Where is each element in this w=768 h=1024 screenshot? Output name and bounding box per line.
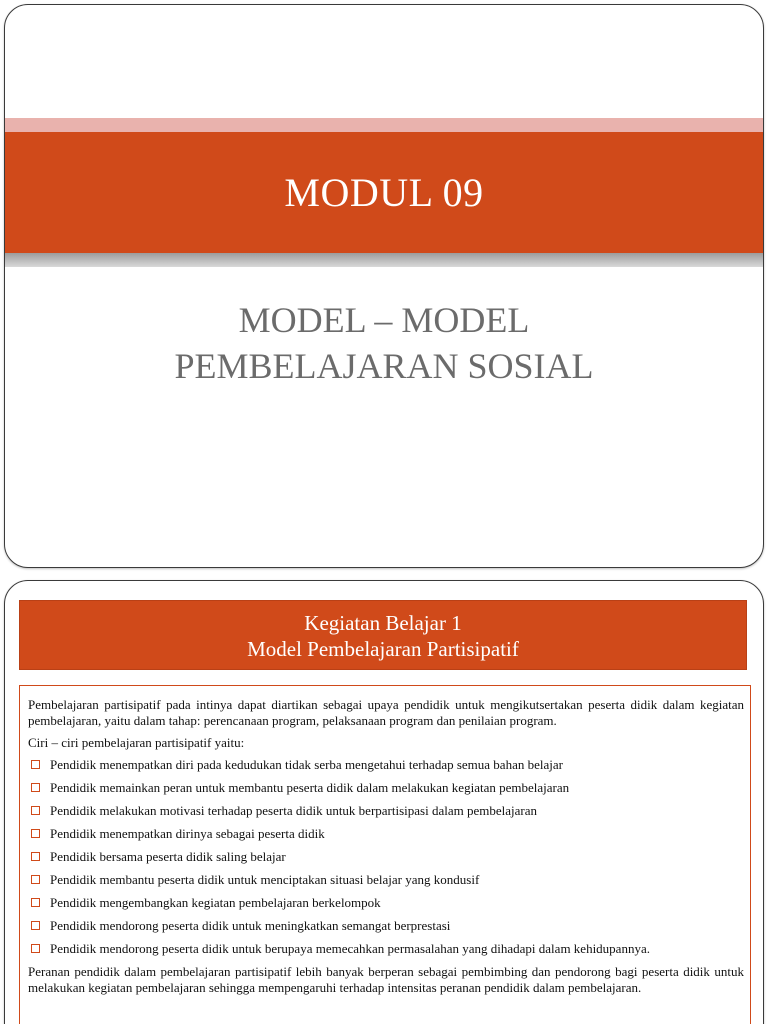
header-line-1: Kegiatan Belajar 1 — [304, 611, 462, 635]
square-bullet-icon — [31, 852, 40, 861]
square-bullet-icon — [31, 806, 40, 815]
section-header — [19, 600, 747, 670]
square-bullet-icon — [31, 875, 40, 884]
square-bullet-icon — [31, 760, 40, 769]
header-line-2: Model Pembelajaran Partisipatif — [247, 637, 519, 661]
list-item-text: Pendidik mengembangkan kegiatan pembelajaran berkelompok — [50, 895, 381, 910]
list-item — [28, 872, 744, 888]
square-bullet-icon — [31, 921, 40, 930]
subtitle-line-1: MODEL – MODEL — [238, 300, 530, 340]
list-item — [28, 757, 744, 773]
list-item-text: Pendidik melakukan motivasi terhadap peserta didik untuk berpartisipasi dalam pembelajaran — [50, 803, 537, 818]
pink-band — [5, 118, 763, 132]
slide-content — [4, 580, 764, 1024]
list-heading: Ciri – ciri pembelajaran partisipatif yaitu: — [28, 735, 245, 750]
list-item — [28, 895, 744, 911]
list-item — [28, 849, 744, 865]
square-bullet-icon — [31, 944, 40, 953]
list-item — [28, 826, 744, 842]
list-item — [28, 803, 744, 819]
slide-title — [4, 4, 764, 568]
list-item-text: Pendidik menempatkan dirinya sebagai peserta didik — [50, 826, 325, 841]
subtitle-line-2: PEMBELAJARAN SOSIAL — [174, 346, 594, 386]
closing-paragraph: Peranan pendidik dalam pembelajaran partisipatif lebih banyak berperan sebagai pembimbing dan pendorong bagi peserta didik untuk melakukan kegiatan pembelajaran sehingga mempengaruhi terhadap intensitas peranan pendidik dalam pembelajaran. — [28, 964, 744, 995]
list-item — [28, 780, 744, 796]
intro-paragraph: Pembelajaran partisipatif pada intinya dapat diartikan sebagai upaya pendidik untuk mengikutsertakan peserta didik dalam kegiatan pembelajaran, yaitu dalam tahap: perencanaan program, pelaksanaan program dan penilaian program. — [28, 697, 744, 728]
square-bullet-icon — [31, 829, 40, 838]
shadow-band — [5, 253, 763, 267]
list-item-text: Pendidik membantu peserta didik untuk menciptakan situasi belajar yang kondusif — [50, 872, 480, 887]
list-item — [28, 918, 744, 934]
content-box — [19, 685, 751, 1024]
list-item-text: Pendidik menempatkan diri pada kedudukan tidak serba mengetahui terhadap semua bahan belajar — [50, 757, 563, 772]
characteristics-list — [28, 757, 744, 957]
list-item-text: Pendidik mendorong peserta didik untuk meningkatkan semangat berprestasi — [50, 918, 451, 933]
square-bullet-icon — [31, 898, 40, 907]
list-item-text: Pendidik mendorong peserta didik untuk berupaya memecahkan permasalahan yang dihadapi dalam kehidupannya. — [50, 941, 650, 956]
module-subtitle — [5, 297, 763, 389]
list-item-text: Pendidik bersama peserta didik saling belajar — [50, 849, 286, 864]
module-title: MODUL 09 — [284, 170, 484, 215]
list-item-text: Pendidik memainkan peran untuk membantu peserta didik dalam melakukan kegiatan pembelajaran — [50, 780, 570, 795]
square-bullet-icon — [31, 783, 40, 792]
list-item — [28, 941, 744, 957]
